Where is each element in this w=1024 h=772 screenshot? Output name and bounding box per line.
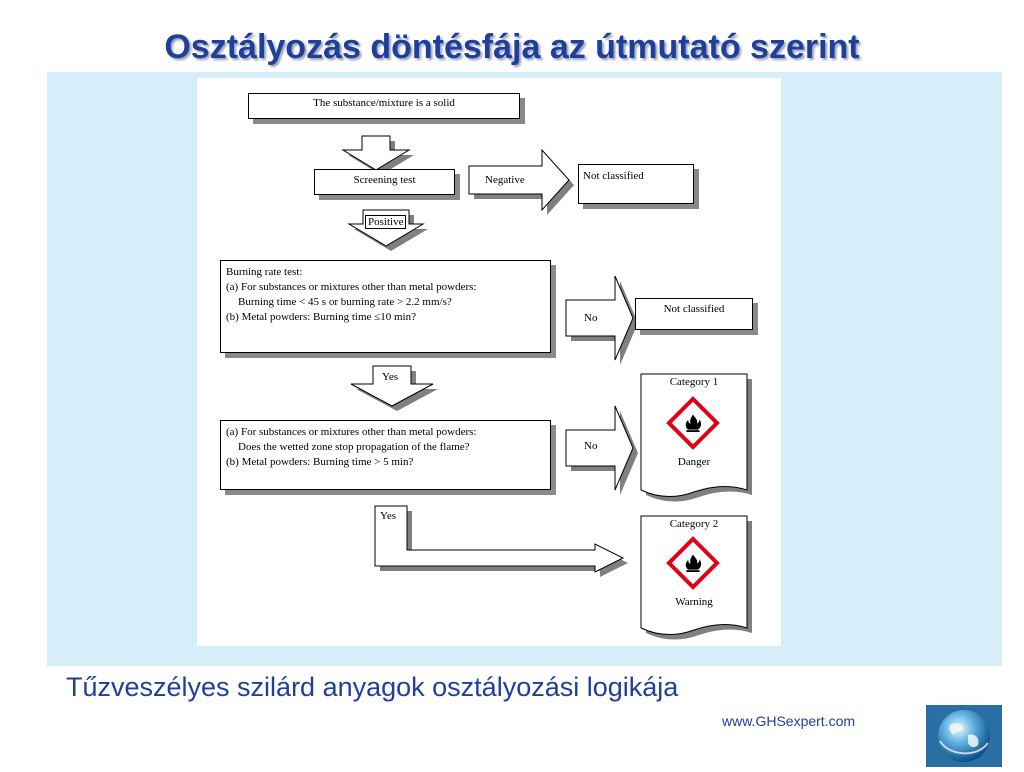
yes-label-1: Yes	[382, 371, 399, 383]
burning-rate-b-line: (b) Metal powders: Burning time ≤10 min?	[226, 311, 416, 323]
no-label-2: No	[584, 440, 598, 452]
category-2-card	[641, 516, 752, 640]
slide-caption: Tűzveszélyes szilárd anyagok osztályozási logikája	[66, 672, 679, 702]
negative-label: Negative	[485, 174, 525, 186]
burning-rate-title: Burning rate test:	[226, 266, 303, 278]
not-classified-label-2: Not classified	[663, 303, 725, 315]
burning-rate-box	[220, 260, 551, 353]
wetted-zone-a-line1: (a) For substances or mixtures other than metal powders:	[226, 426, 477, 438]
globe-logo	[926, 705, 1002, 767]
wetted-zone-b-line: (b) Metal powders: Burning time > 5 min?	[226, 456, 414, 468]
wetted-zone-a-line2: Does the wetted zone stop propagation of the flame?	[238, 441, 470, 453]
right-arrow-no-2	[566, 406, 638, 495]
decision-tree-diagram	[197, 78, 781, 646]
category-1-card	[641, 374, 752, 502]
category-1-signal-word: Danger	[677, 456, 711, 468]
l-arrow-yes-2	[375, 506, 628, 577]
not-classified-label-1: Not classified	[583, 170, 644, 182]
right-arrow-no-1	[566, 276, 638, 365]
screening-test-box	[314, 169, 455, 195]
start-label: The substance/mixture is a solid	[313, 97, 455, 109]
category-2-signal-word: Warning	[675, 596, 713, 608]
not-classified-box-2	[635, 298, 753, 330]
burning-rate-a-line2: Burning time < 45 s or burning rate > 2.2 mm/s?	[238, 296, 452, 308]
burning-rate-a-line1: (a) For substances or mixtures other than metal powders:	[226, 281, 477, 293]
not-classified-box-1	[578, 164, 694, 204]
wetted-zone-box	[220, 420, 551, 490]
website-link[interactable]: www.GHSexpert.com	[722, 713, 856, 729]
positive-label: Positive	[365, 215, 406, 229]
yes-label-2: Yes	[380, 510, 397, 522]
category-2-label: Category 2	[669, 518, 719, 530]
screening-test-label: Screening test	[353, 174, 416, 186]
start-box	[248, 93, 520, 119]
no-label-1: No	[584, 312, 598, 324]
slide-title: Osztályozás döntésfája az útmutató szerint	[164, 28, 860, 66]
category-1-label: Category 1	[669, 376, 719, 388]
